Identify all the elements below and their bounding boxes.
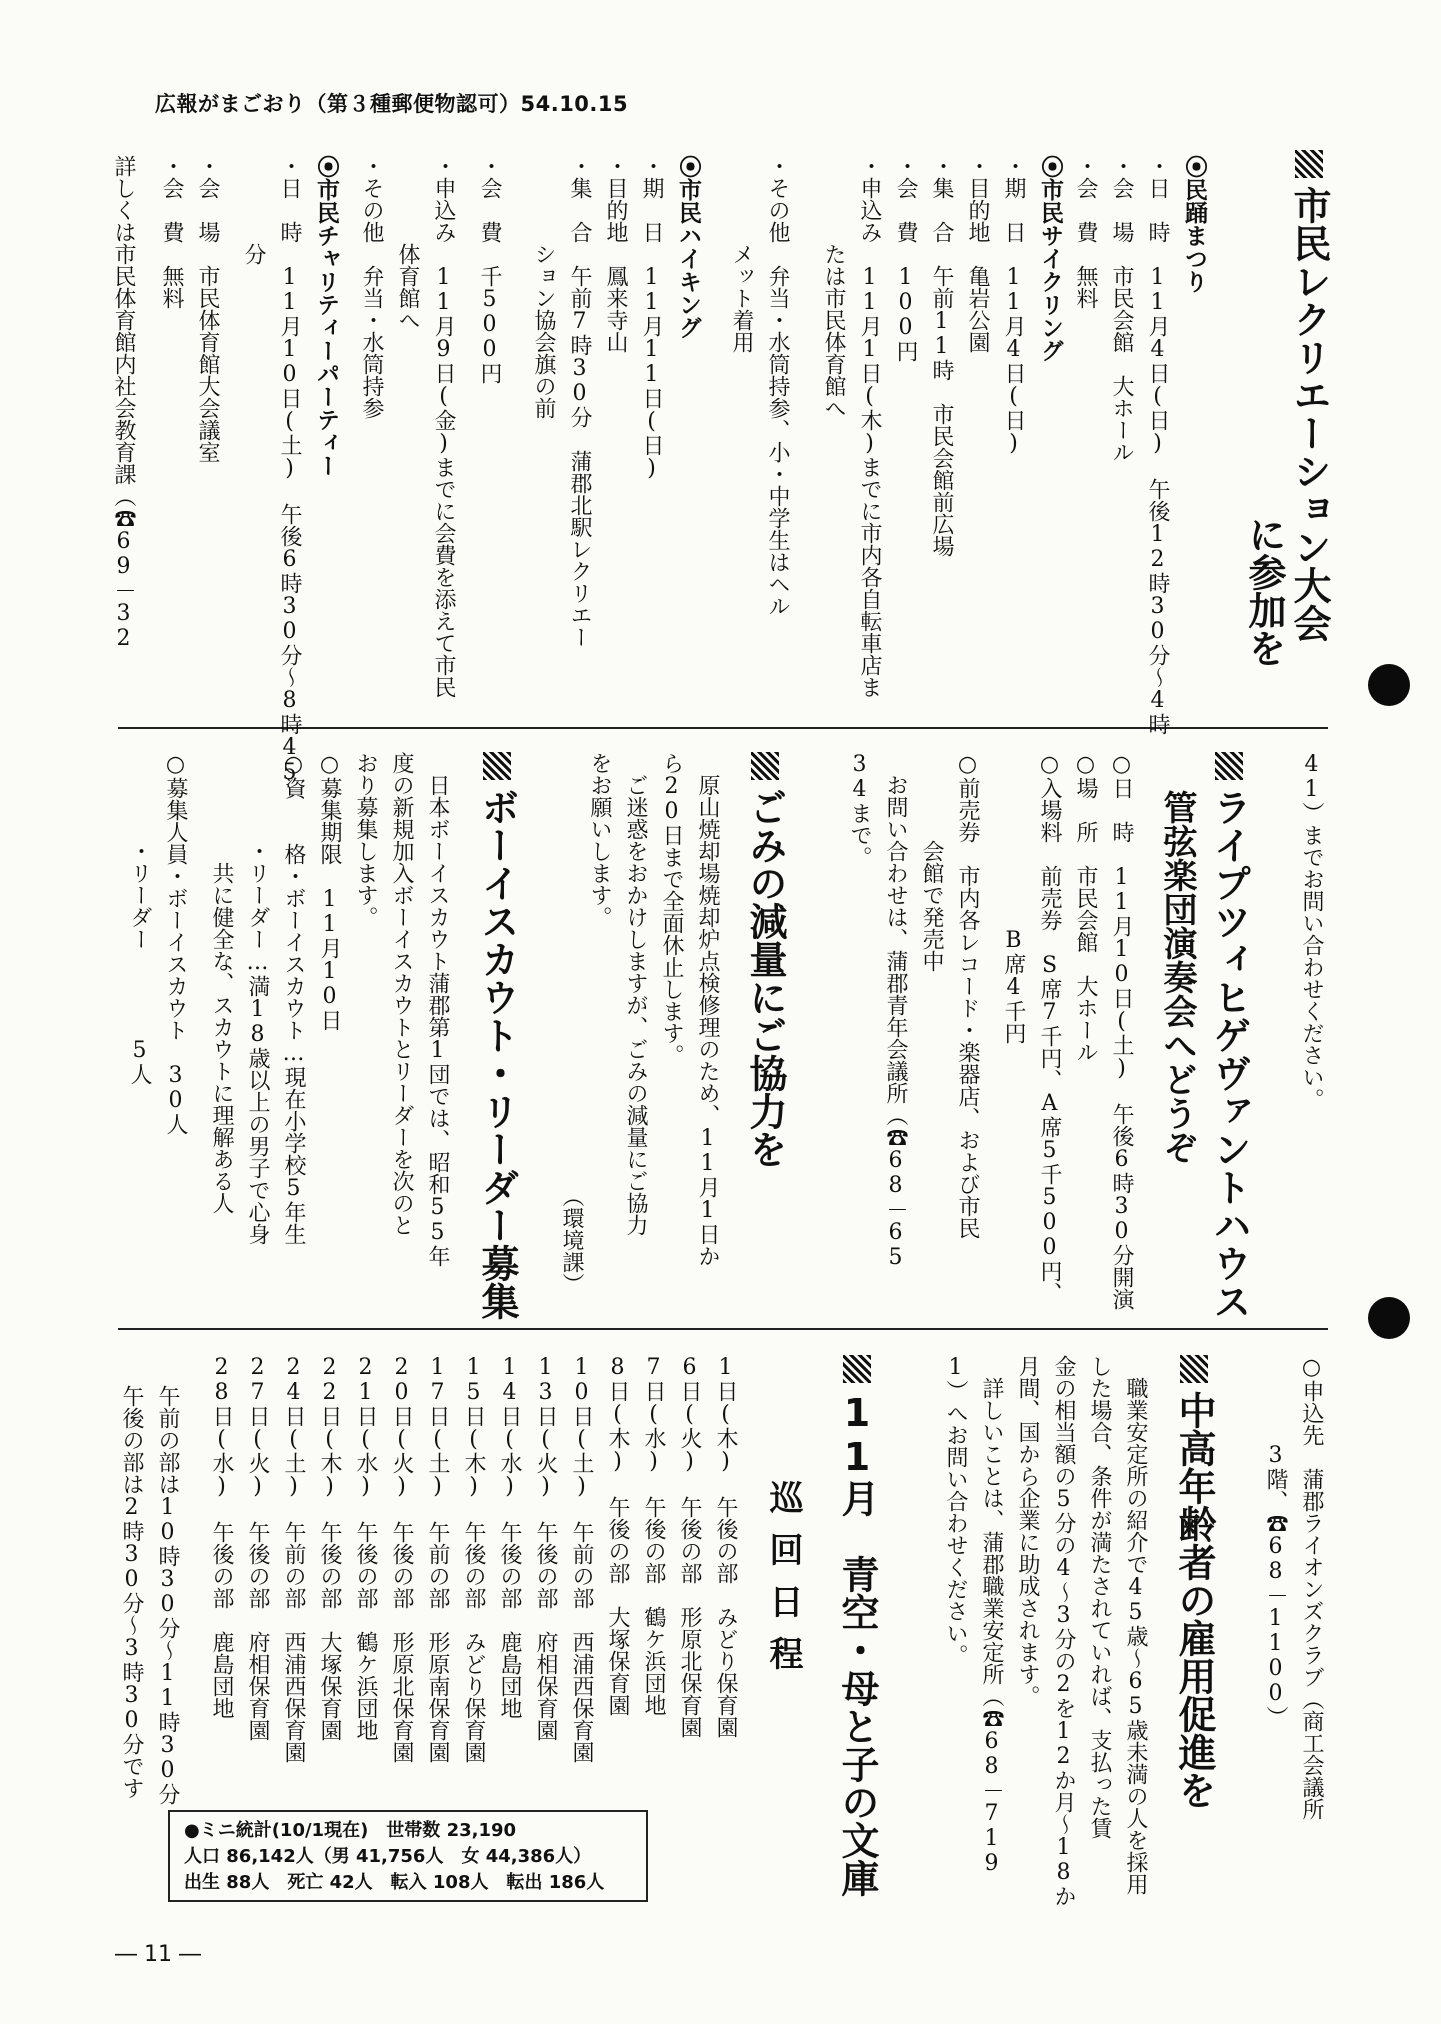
charity-place: ・会 場 市民体育館大会議室	[195, 155, 220, 463]
scout-period: ○募集期限 11月10日	[317, 752, 342, 1031]
hiking-heading: ⦿市民ハイキング	[675, 155, 701, 339]
bunko-row: 22日(木) 午後の部 大塚保育園	[317, 1355, 342, 1741]
scout-title	[475, 752, 519, 1320]
punch-hole-top	[1368, 664, 1410, 706]
hiking-apply-cont: 体育館へ	[395, 155, 420, 331]
hatch-icon	[1180, 1355, 1208, 1383]
hiking-date: ・期 日 11月11日(日)	[639, 155, 664, 481]
bunko-row: 24日(土) 午前の部 西浦西保育園	[281, 1355, 306, 1763]
lions-apply-cont: 3階、☎68－1100）	[1263, 1355, 1288, 1728]
employment-title	[1172, 1355, 1216, 1809]
punch-hole-bottom	[1368, 1297, 1410, 1339]
bunko-row: 15日(木) 午後の部 みどり保育園	[461, 1355, 486, 1763]
recreation-title-text: 市民レクリエーション大会	[1287, 186, 1331, 642]
gomi-text-3: ご迷惑をおかけしますが、ごみの減量にご協力	[623, 752, 648, 1236]
bunko-row: 17日(土) 午前の部 形原南保育園	[425, 1355, 450, 1763]
mini-stats-box	[168, 1810, 648, 1902]
cycling-apply-cont: たは市民体育館へ	[821, 155, 846, 419]
odori-heading: ⦿民踊まつり	[1181, 155, 1207, 293]
concert-fee-cont: B席4千円	[1001, 752, 1026, 1044]
gomi-text-2: ら20日まで全面休止します。	[659, 752, 684, 1066]
charity-date-cont: 分	[241, 155, 266, 265]
divider-bottom	[118, 1328, 1328, 1330]
concert-presale: ○前売券 市内各レコード・楽器店、および市民	[955, 752, 980, 1239]
concert-date: ○日 時 11月10日(土) 午後6時30分開演	[1109, 752, 1134, 1310]
gomi-title	[743, 752, 787, 1168]
page-header: 広報がまごおり（第３種郵便物認可）54.10.15	[155, 92, 629, 116]
scout-text-1: 日本ボーイスカウト蒲郡第1団では、昭和55年	[425, 752, 450, 1267]
hiking-meeting-cont: ション協会旗の前	[531, 155, 556, 419]
concert-title-text: ライプツィヒゲヴァントハウス	[1207, 788, 1251, 1320]
hiking-apply: ・申込み 11月9日(金)までに会費を添えて市民	[431, 155, 456, 698]
stats-line-3: 出生 88人 死亡 42人 転入 108人 転出 186人	[184, 1872, 605, 1893]
bunko-row: 28日(水) 午後の部 鹿島団地	[209, 1355, 234, 1719]
bunko-subtitle: 巡回日程	[763, 1480, 803, 1688]
employment-text-5: 詳しいことは、蒲郡職業安定所（☎68－719	[979, 1355, 1004, 1876]
employment-text-1: 職業安定所の紹介で45歳～65歳未満の人を採用	[1123, 1355, 1148, 1895]
hatch-icon	[751, 752, 779, 780]
odori-fee: ・会 費 無料	[1073, 155, 1098, 309]
concert-contact-cont: 34まで。	[847, 752, 872, 868]
cycling-destination: ・目的地 亀岩公園	[965, 155, 990, 353]
cycling-other-cont: メット着用	[729, 155, 754, 353]
scout-qualification-3: 共に健全な、スカウトに理解ある人	[209, 752, 234, 1214]
cycling-date: ・期 日 11月4日(日)	[1001, 155, 1026, 456]
stats-line-2: 人口 86,142人（男 41,756人 女 44,386人）	[184, 1846, 592, 1867]
hatch-icon	[843, 1355, 871, 1383]
hiking-destination: ・目的地 鳳来寺山	[603, 155, 628, 353]
concert-contact: お問い合わせは、蒲郡青年会議所（☎68－65	[883, 752, 908, 1270]
bunko-row: 8日(木) 午後の部 大塚保育園	[605, 1355, 630, 1716]
bunko-row: 20日(火) 午後の部 形原北保育園	[389, 1355, 414, 1763]
bunko-row: 14日(水) 午後の部 鹿島団地	[497, 1355, 522, 1719]
bunko-row: 7日(水) 午後の部 鶴ケ浜団地	[641, 1355, 666, 1716]
bunko-row: 21日(水) 午後の部 鶴ケ浜団地	[353, 1355, 378, 1741]
odori-place: ・会 場 市民会館 大ホール	[1109, 155, 1134, 463]
hiking-meeting: ・集 合 午前7時30分 蒲郡北駅レクリエー	[567, 155, 592, 648]
page-number: ― 11 ―	[115, 1942, 201, 1967]
employment-title-text: 中高年齢者の雇用促進を	[1172, 1391, 1216, 1809]
bunko-note-1: 午前の部は10時30分～11時30分	[155, 1385, 180, 1805]
cycling-other: ・その他 弁当・水筒持参、小・中学生はヘル	[765, 155, 790, 617]
charity-heading: ⦿市民チャリティーパーティー	[313, 155, 339, 477]
cycling-heading: ⦿市民サイクリング	[1037, 155, 1063, 362]
employment-text-4: 月間、国から企業に助成されます。	[1015, 1355, 1040, 1707]
cycling-apply: ・申込み 11月1日(木)までに市内各自転車店ま	[857, 155, 882, 698]
cycling-meeting: ・集 合 午前11時 市民会館前広場	[929, 155, 954, 557]
gomi-title-text: ごみの減量にご協力を	[743, 788, 787, 1168]
bunko-row: 10日(土) 午前の部 西浦西保育園	[569, 1355, 594, 1763]
employment-text-6: 1）へお問い合わせください。	[943, 1355, 968, 1666]
gomi-credit: （環境課）	[559, 1185, 584, 1295]
concert-place: ○場 所 市民会館 大ホール	[1073, 752, 1098, 1063]
concert-subtitle: 管弦楽団演奏会へどうぞ	[1157, 790, 1197, 1164]
bunko-title	[835, 1355, 879, 1897]
concert-title	[1207, 752, 1251, 1320]
bunko-row: 1日(木) 午後の部 みどり保育園	[713, 1355, 738, 1738]
bunko-row: 13日(火) 午後の部 府相保育園	[533, 1355, 558, 1741]
charity-date: ・日 時 11月10日(土) 午後6時30分～8時45	[277, 155, 302, 785]
employment-text-2: した場合、条件が満たされていれば、支払った賃	[1087, 1355, 1112, 1839]
scout-text-3: おり募集します。	[353, 752, 378, 928]
employment-text-3: 金の相当額の5分の4～3分の2を12か月～18か	[1051, 1355, 1076, 1907]
scout-text-2: 度の新規加入ボーイスカウトとリーダーを次のと	[389, 752, 414, 1236]
bunko-note-2: 午後の部は2時30分～3時30分です	[119, 1385, 144, 1799]
concert-presale-cont: 会館で発売中	[919, 752, 944, 972]
scout-number: ○募集人員・ボーイスカウト 30人	[163, 752, 188, 1135]
odori-date: ・日 時 11月4日(日) 午後12時30分～4時	[1145, 155, 1170, 735]
scout-title-text: ボーイスカウト・リーダー募集	[475, 788, 519, 1320]
bunko-row: 27日(火) 午後の部 府相保育園	[245, 1355, 270, 1741]
bunko-title-text: 11月 青空・母と子の文庫	[835, 1391, 879, 1897]
stats-line-1: ●ミニ統計(10/1現在) 世帯数 23,190	[184, 1820, 517, 1841]
hatch-icon	[483, 752, 511, 780]
hatch-icon	[1295, 150, 1323, 178]
recreation-title2: に参加を	[1242, 515, 1286, 667]
scout-qualification-2: ・リーダー…満18歳以上の男子で心身	[245, 752, 270, 1245]
hiking-other: ・その他 弁当・水筒持参	[359, 155, 384, 419]
lions-apply: ○申込先 蒲郡ライオンズクラブ（商工会議所	[1299, 1355, 1324, 1820]
cycling-fee: ・会 費 100円	[893, 155, 918, 362]
hiking-fee: ・会 費 千500円	[477, 155, 502, 384]
scout-qualification: ○資 格・ボーイスカウト…現在小学校5年生	[281, 752, 306, 1245]
hatch-icon	[1215, 752, 1243, 780]
recreation-title	[1287, 150, 1331, 642]
gomi-text-1: 原山焼却場焼却炉点検修理のため、11月1日か	[695, 752, 720, 1267]
concert-fee: ○入場料 前売券 S席7千円、A席5千500円、	[1037, 752, 1062, 1304]
charity-fee: ・会 費 無料	[159, 155, 184, 309]
lions-cont: 41）までお問い合わせください。	[1299, 752, 1324, 1110]
recreation-contact: 詳しくは市民体育館内社会教育課（☎69－32	[111, 155, 136, 651]
bunko-row: 6日(火) 午後の部 形原北保育園	[677, 1355, 702, 1738]
gomi-text-4: をお願いします。	[587, 752, 612, 928]
scout-number-2: ・リーダー 5人	[127, 752, 152, 1085]
